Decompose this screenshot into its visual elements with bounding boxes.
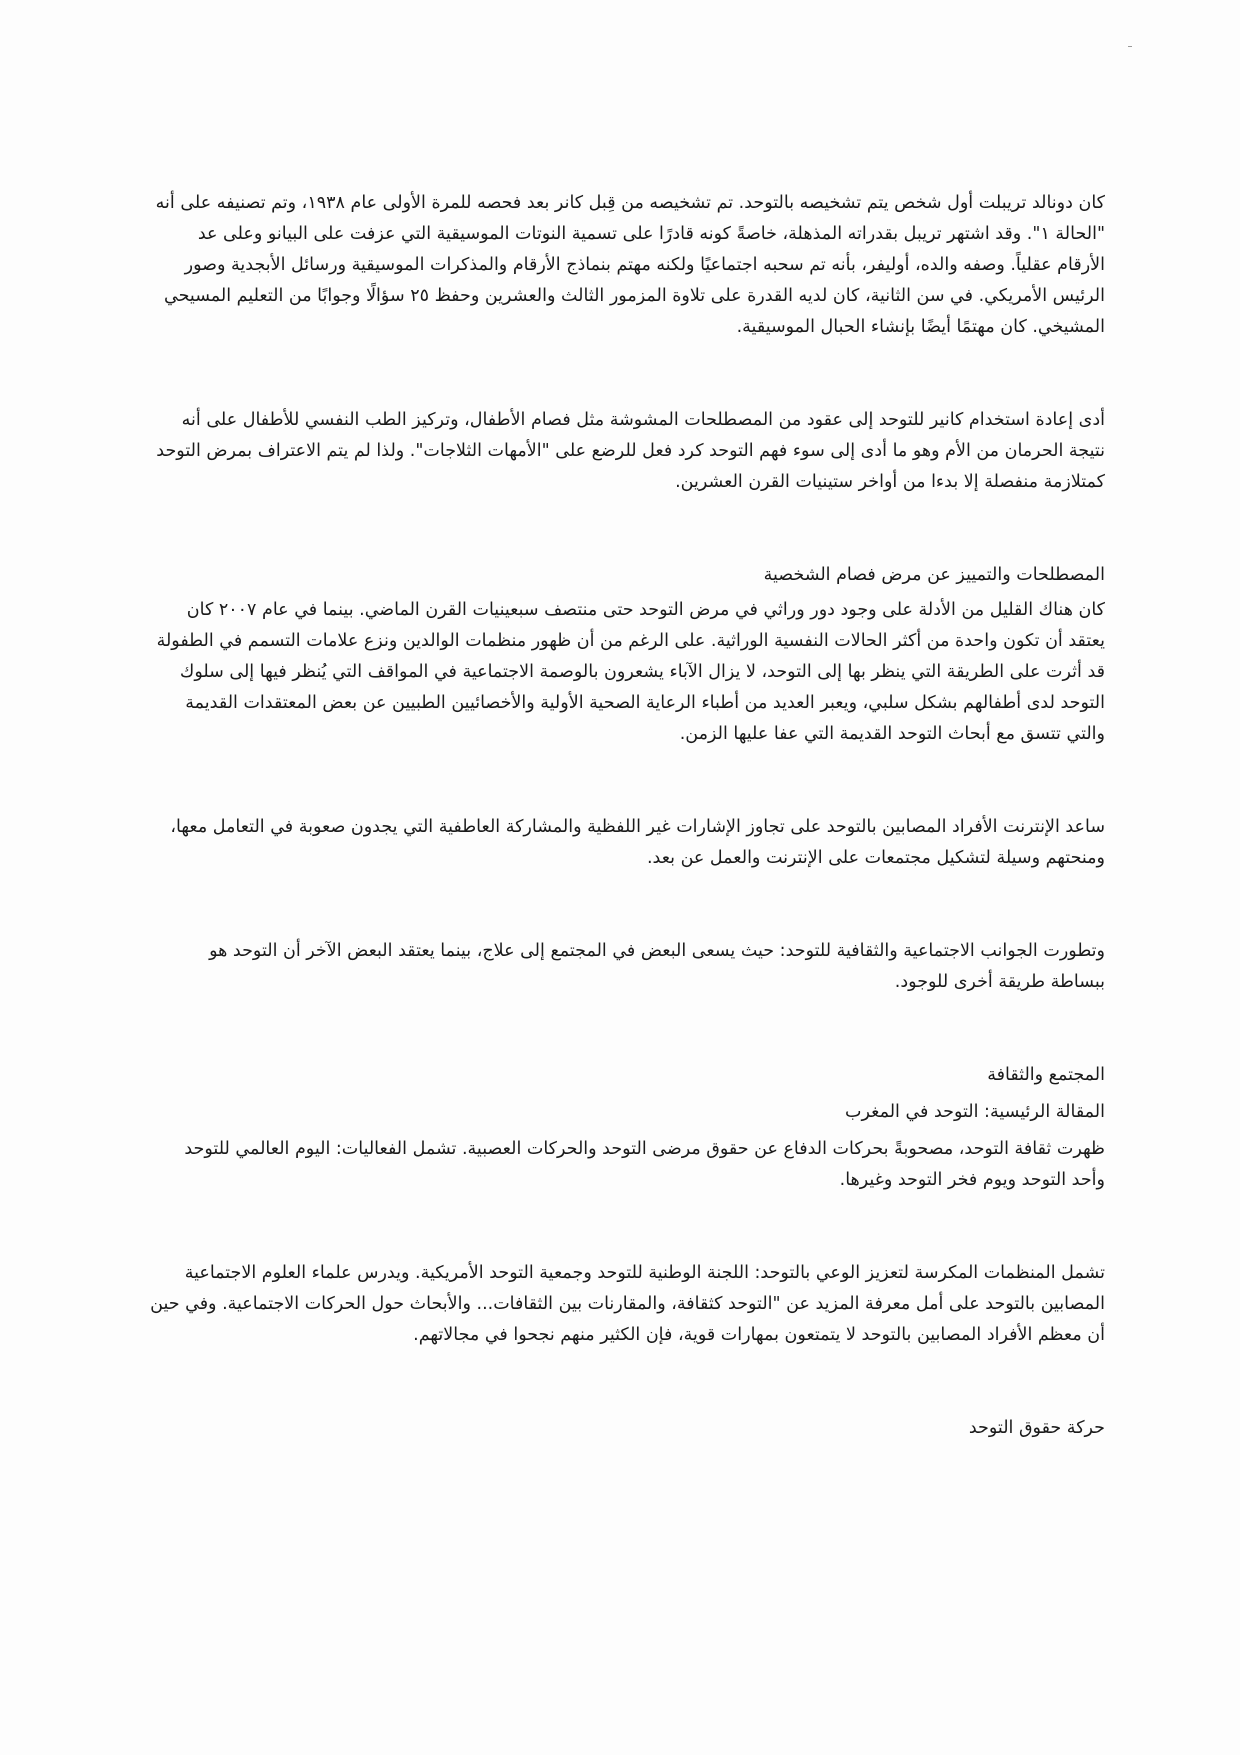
paragraph-triplett: كان دونالد تريبلت أول شخص يتم تشخيصه بالتوحد. تم تشخيصه من قِبل كانر بعد فحصه للمرة الأولى عام ١٩٣٨، وتم تصنيفه على أنه "الحالة ١". وقد اشتهر تريبل بقدراته المذهلة، خاصةً كونه قادرًا على تسمية النوتات الموسيقية التي عزفت على البيانو وعلى عد الأرقام عقلياً. وصفه والده، أوليفر، بأنه تم سحبه اجتماعيًا ولكنه مهتم بنماذج الأرقام والمذكرات الموسيقية ورسائل الأبجدية وصور الرئيس الأمريكي. في سن الثانية، كان لديه القدرة على تلاوة المزمور الثالث والعشرين وحفظ ٢٥ سؤالًا وجوابًا من التعليم المسيحي المشيخي. كان مهتمًا أيضًا بإنشاء الحبال الموسيقية. xyxy=(155,193,1105,337)
paragraph-internet: ساعد الإنترنت الأفراد المصابين بالتوحد على تجاوز الإشارات غير اللفظية والمشاركة العاطفية التي يجدون صعوبة في التعامل معها، ومنحتهم وسيلة لتشكيل مجتمعات على الإنترنت والعمل عن بعد. xyxy=(170,817,1105,868)
paragraph-kanner-terminology: أدى إعادة استخدام كانير للتوحد إلى عقود من المصطلحات المشوشة مثل فصام الأطفال، وتركيز الطب النفسي للأطفال على أنه نتيجة الحرمان من الأم وهو ما أدى إلى سوء فهم التوحد كرد فعل للرضع على "الأمهات الثلاجات". ولذا لم يتم الاعتراف بمرض التوحد كمتلازمة منفصلة إلا بدءا من أواخر ستينيات القرن العشرين. xyxy=(156,410,1105,492)
heading-autism-rights-movement: حركة حقوق التوحد xyxy=(968,1418,1105,1438)
paragraph-social-cultural: وتطورت الجوانب الاجتماعية والثقافية للتوحد: حيث يسعى البعض في المجتمع إلى علاج، بينما يعتقد البعض الآخر أن التوحد هو ببساطة طريقة أخرى للوجود. xyxy=(209,941,1105,992)
document-body xyxy=(150,188,1105,1444)
paragraph-autism-culture: ظهرت ثقافة التوحد، مصحوبةً بحركات الدفاع عن حقوق مرضى التوحد والحركات العصبية. تشمل الفعاليات: اليوم العالمي للتوحد وأحد التوحد ويوم فخر التوحد وغيرها. xyxy=(184,1139,1105,1190)
paragraph-genetics-stigma: كان هناك القليل من الأدلة على وجود دور وراثي في مرض التوحد حتى منتصف سبعينيات القرن الماضي. بينما في عام ٢٠٠٧ كان يعتقد أن تكون واحدة من أكثر الحالات النفسية الوراثية. على الرغم من أن ظهور منظمات الوالدين ونزع علامات التسمم في الطفولة قد أثرت على الطريقة التي ينظر بها إلى التوحد، لا يزال الآباء يشعرون بالوصمة الاجتماعية في المواقف التي يُنظر فيها إلى سلوك التوحد لدى أطفالهم بشكل سلبي، ويعبر العديد من أطباء الرعاية الصحية الأولية والأخصائيين الطبيين عن بعض المعتقدات القديمة والتي تتسق مع أبحاث التوحد القديمة التي عفا عليها الزمن. xyxy=(156,600,1105,744)
heading-main-article: المقالة الرئيسية: التوحد في المغرب xyxy=(845,1102,1105,1122)
scan-mark xyxy=(1128,46,1132,47)
paragraph-organizations: تشمل المنظمات المكرسة لتعزيز الوعي بالتوحد: اللجنة الوطنية للتوحد وجمعية التوحد الأمريكية. ويدرس علماء العلوم الاجتماعية المصابين بالتوحد على أمل معرفة المزيد عن "التوحد كثقافة، والمقارنات بين الثقافات... والأبحاث حول الحركات الاجتماعية. وفي حين أن معظم الأفراد المصابين بالتوحد لا يتمتعون بمهارات قوية، فإن الكثير منهم نجحوا في مجالاتهم. xyxy=(150,1263,1105,1345)
heading-society-culture: المجتمع والثقافة xyxy=(987,1065,1105,1085)
heading-terminology-schizophrenia: المصطلحات والتمييز عن مرض فصام الشخصية xyxy=(763,565,1105,585)
